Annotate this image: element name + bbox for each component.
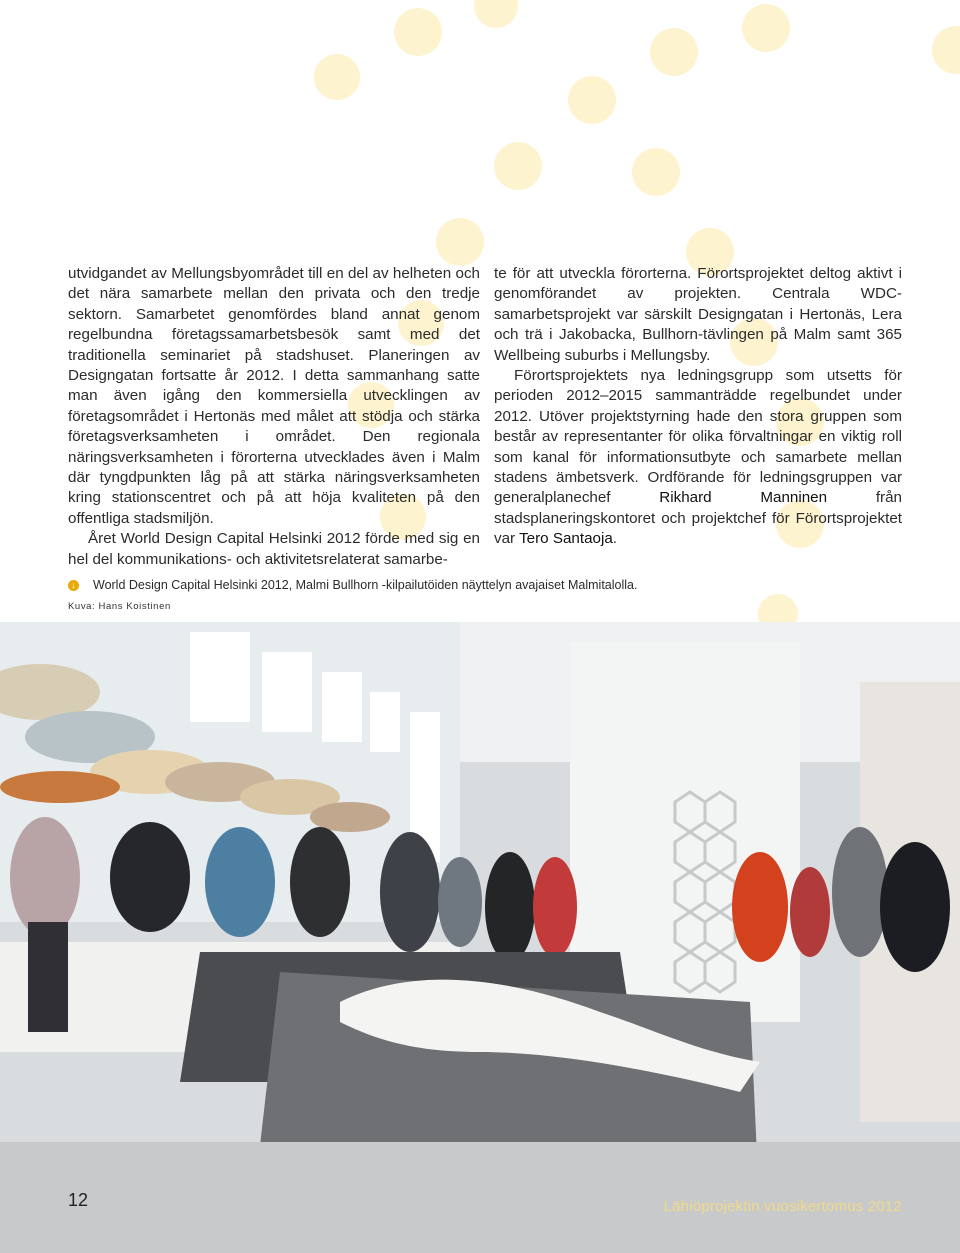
page-number: 12 bbox=[68, 1190, 89, 1210]
decorative-dot bbox=[632, 148, 680, 196]
body-text-right-column bbox=[494, 264, 902, 550]
paragraph-text: från stadsplaneringskontoret och projektchef för Förortsprojektet var bbox=[494, 489, 902, 548]
decorative-dot bbox=[474, 0, 518, 28]
decorative-dot bbox=[314, 54, 360, 100]
paragraph bbox=[494, 366, 902, 550]
decorative-dot bbox=[568, 76, 616, 124]
paragraph: te för att utveckla förorterna. Förortsprojektet deltog aktivt i genomförandet av projekten. Centrala WDC-samarbetsprojekt var särskilt Designgatan i Hertonäs, Lera och trä i Jakobacka, Bullhorn-tävlingen på Malm samt 365 Wellbeing suburbs i Mellungsby. bbox=[494, 265, 902, 364]
paragraph-text: . bbox=[612, 530, 618, 548]
exhibition-photo-illustration bbox=[0, 622, 960, 1253]
paragraph: Året World Design Capital Helsinki 2012 förde med sig en hel del kommunikations- och aktivitetsrelaterat samarbe- bbox=[68, 530, 480, 568]
exhibition-photo bbox=[0, 622, 960, 1253]
body-text-left-column bbox=[68, 264, 480, 570]
decorative-dot bbox=[394, 8, 442, 56]
person-name: Tero Santaoja bbox=[519, 530, 613, 548]
person-name: Rikhard Manninen bbox=[659, 489, 828, 507]
photo-caption bbox=[68, 578, 637, 592]
decorative-dot bbox=[436, 218, 484, 266]
decorative-dot bbox=[932, 26, 960, 74]
paragraph-text: Förortsprojektets nya ledningsgrupp som utsetts för perioden 2012–2015 sammanträdde regelbundet under 2012. Utöver projektstyrning hade den stora gruppen som består av representanter för olika förvaltningar en viktig roll som kanal för informationsutbyte och samarbete mellan stadens ämbetsverk. Ordförande för ledningsgruppen var generalplanechef bbox=[494, 367, 902, 507]
decorative-dot bbox=[494, 142, 542, 190]
photo-credit: Kuva: Hans Koistinen bbox=[68, 601, 171, 612]
decorative-dot bbox=[742, 4, 790, 52]
arrow-down-circle-icon: ↓ bbox=[68, 580, 79, 591]
publication-title: Lähiöprojektin vuosikertomus 2012 bbox=[663, 1198, 902, 1215]
decorative-dot bbox=[650, 28, 698, 76]
caption-text: World Design Capital Helsinki 2012, Malmi Bullhorn -kilpailutöiden näyttelyn avajaiset Malmitalolla. bbox=[93, 578, 638, 592]
paragraph: utvidgandet av Mellungsbyområdet till en del av helheten och det nära samarbete mellan den privata och den tredje sektorn. Samarbetet genomfördes bland annat genom regelbundna företagssamarbetsbesök samt med det traditionella seminariet på stadshuset. Planeringen av Designgatan fortsatte år 2012. I detta sammanhang satte man även igång den kommersiella utvecklingen av företagsområdet i Hertonäs med målet att stödja och stärka företagsverksamheten i området. Den regionala näringsverksamheten i förorterna utvecklades även i Malm där tyngdpunkten låg på att stärka näringsverksamheten kring stationscentret och på att höja kvaliteten på den offentliga stadsmiljön. bbox=[68, 265, 480, 527]
